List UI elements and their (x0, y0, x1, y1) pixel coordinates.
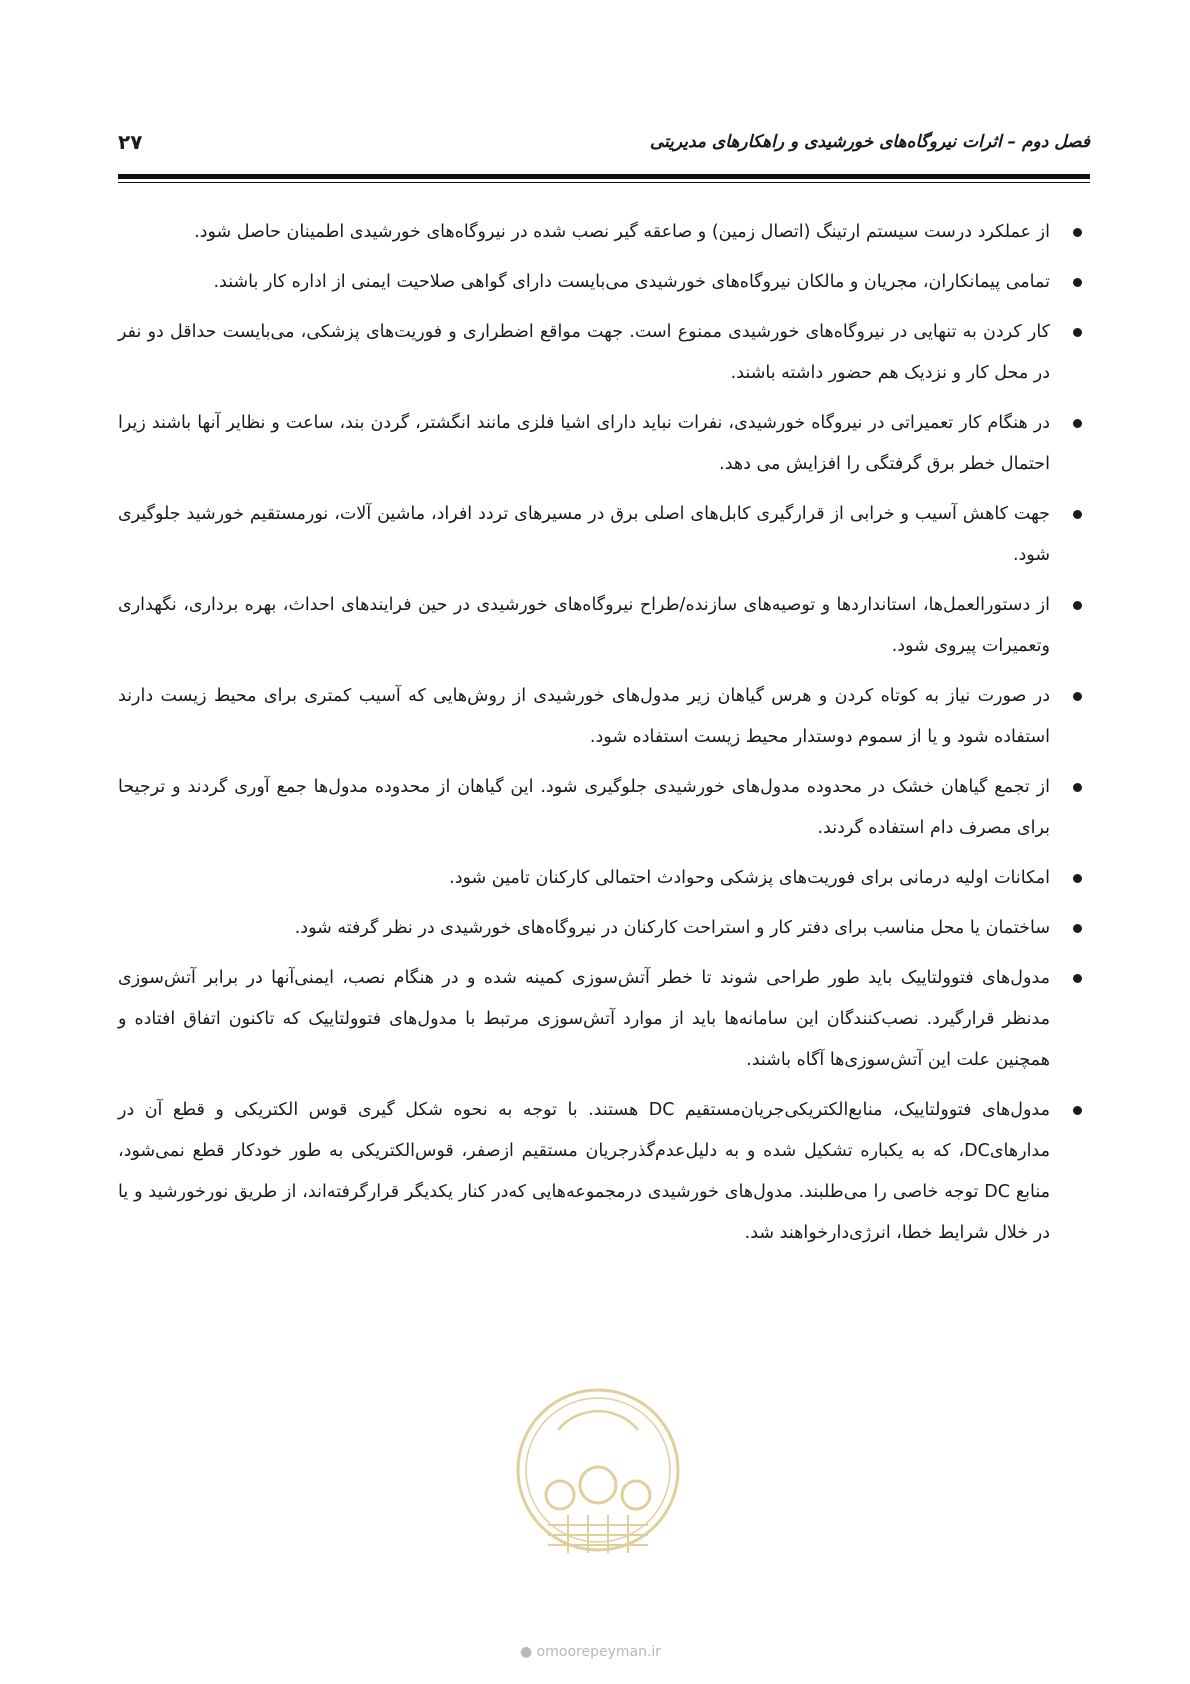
bullet-list (118, 212, 1090, 1254)
list-item-text: جهت کاهش آسیب و خرابی از قرارگیری کابل‌های اصلی برق در مسیرهای تردد افراد، ماشین آلات، نورمستقیم خورشید جلوگیری شود. (118, 504, 1050, 565)
bullet-icon (1073, 874, 1082, 883)
list-item (118, 494, 1090, 576)
bullet-icon (1073, 510, 1082, 519)
bullet-icon (1073, 328, 1082, 337)
bullet-icon (1073, 1106, 1082, 1115)
list-item-text: کار کردن به تنهایی در نیروگاه‌های خورشیدی ممنوع است. جهت مواقع اضطراری و فوریت‌های پزشکی، می‌بایست حداقل دو نفر در محل کار و نزدیک هم حضور داشته باشند. (118, 322, 1050, 383)
list-item (118, 767, 1090, 849)
bullet-icon (1073, 419, 1082, 428)
bullet-icon (1073, 974, 1082, 983)
list-item (118, 958, 1090, 1081)
list-item-text: مدول‌های فتوولتاییک، منابع‌الکتریکی‌جریان‌مستقیم DC هستند. با توجه به نحوه شکل گیری قوس الکتریکی و قطع آن در مدارهایDC، که به یکباره تشکیل شده و به دلیل‌عدم‌گذرجریان مستقیم ازصفر، قوس‌الکتریکی به طور خودکار قطع نمی‌شود، منابع DC توجه خاصی را می‌طلبند. مدول‌های خورشیدی درمجموعه‌هایی که‌در کنار یکدیگر قرارگرفته‌اند، از طریق نورخورشید و یا در خلال شرایط خطا، انرژی‌دارخواهند شد. (118, 1100, 1051, 1243)
list-item-text: در صورت نیاز به کوتاه کردن و هرس گیاهان زیر مدول‌های خورشیدی از روش‌هایی که آسیب کمتری برای محیط زیست دارند استفاده شود و یا از سموم دوستدار محیط زیست استفاده شود. (118, 686, 1050, 747)
list-item-text: از عملکرد درست سیستم ارتینگ (اتصال زمین) و صاعقه گیر نصب شده در نیروگاه‌های خورشیدی اطمینان حاصل شود. (194, 222, 1050, 242)
bullet-icon (1073, 924, 1082, 933)
list-item (118, 312, 1090, 394)
list-item (118, 585, 1090, 667)
list-item-text: از دستورالعمل‌ها، استانداردها و توصیه‌های سازنده/طراح نیروگاه‌های خورشیدی در حین فرایندهای احداث، بهره برداری، نگهداری وتعمیرات پیروی شود. (118, 595, 1050, 656)
page-header (118, 128, 1090, 168)
bullet-icon (1073, 601, 1082, 610)
list-item-text: در هنگام کار تعمیراتی در نیروگاه خورشیدی، نفرات نباید دارای اشیا فلزی مانند انگشتر، گردن بند، ساعت و نظایر آنها باشند زیرا احتمال خطر برق گرفتگی را افزایش می دهد. (118, 413, 1050, 474)
list-item (118, 212, 1090, 253)
list-item (118, 908, 1090, 949)
list-item-text: ساختمان یا محل مناسب برای دفتر کار و استراحت کارکنان در نیروگاه‌های خورشیدی در نظر گرفته شود. (294, 918, 1050, 938)
list-item-text: امکانات اولیه درمانی برای فوریت‌های پزشکی وحوادث احتمالی کارکنان تامین شود. (449, 868, 1050, 888)
watermark-seal-icon (508, 1375, 688, 1580)
bullet-icon (1073, 278, 1082, 287)
list-item (118, 858, 1090, 899)
list-item-text: از تجمع گیاهان خشک در محدوده مدول‌های خورشیدی جلوگیری شود. این گیاهان از محدوده مدول‌ها جمع آوری گردند و ترجیحا برای مصرف دام استفاده گردند. (118, 777, 1050, 838)
list-item (118, 676, 1090, 758)
bullet-icon (1073, 228, 1082, 237)
list-item-text: تمامی پیمانکاران، مجریان و مالکان نیروگاه‌های خورشیدی می‌بایست دارای گواهی صلاحیت ایمنی از اداره کار باشند. (213, 272, 1050, 292)
bullet-icon (1073, 783, 1082, 792)
page-number: ۲۷ (118, 130, 143, 154)
running-title: فصل دوم – اثرات نیروگاه‌های خورشیدی و راهکارهای مدیریتی (649, 132, 1090, 152)
list-item (118, 1090, 1090, 1254)
list-item-text: مدول‌های فتوولتاییک باید طور طراحی شوند تا خطر آتش‌سوزی کمینه شده و در هنگام نصب، ایمنی‌آنها در برابر آتش‌سوزی مدنظر قرارگیرد. نصب‌کنندگان این سامانه‌ها باید از موارد آتش‌سوزی مرتبط با مدول‌های فتوولتاییک که تاکنون اتفاق افتاده و همچنین علت این آتش‌سوزی‌ها آگاه باشند. (118, 968, 1050, 1070)
list-item (118, 403, 1090, 485)
watermark-url: ● omoorepeyman.ir (520, 1644, 662, 1660)
page-body (118, 212, 1090, 1263)
bullet-icon (1073, 692, 1082, 701)
header-rule-thick (118, 174, 1090, 179)
list-item (118, 262, 1090, 303)
header-rule-thin (118, 182, 1090, 183)
